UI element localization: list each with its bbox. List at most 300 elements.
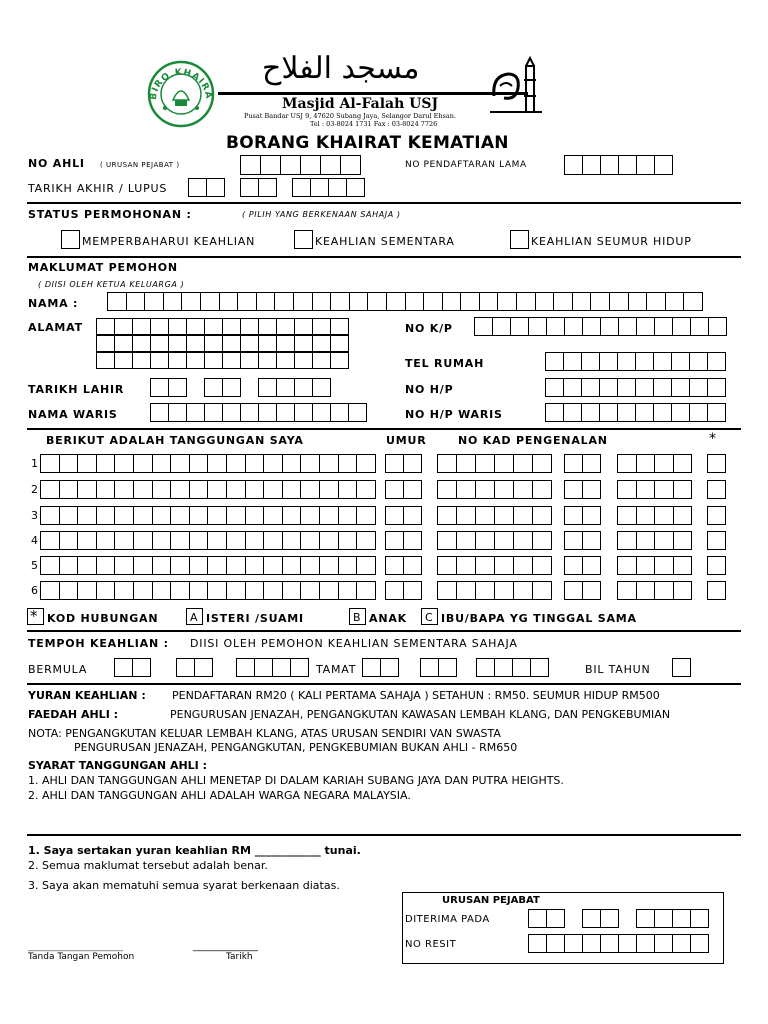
input-box[interactable] [168,352,187,369]
input-box[interactable] [636,454,656,473]
input-box[interactable] [77,454,97,473]
input-box[interactable] [186,318,205,335]
input-box[interactable] [237,292,257,311]
input-box[interactable] [168,335,187,352]
input-box[interactable] [319,480,339,499]
tarikh-lahir-year[interactable] [258,378,331,397]
input-box[interactable] [532,556,552,575]
input-box[interactable] [152,454,172,473]
dependent-code-box[interactable] [707,556,726,575]
input-box[interactable] [617,352,636,371]
input-box[interactable] [456,480,476,499]
input-box[interactable] [581,403,600,422]
input-box[interactable] [240,335,259,352]
input-box[interactable] [582,531,601,550]
input-box[interactable] [553,292,573,311]
input-box[interactable] [168,378,187,397]
input-box[interactable] [330,352,349,369]
input-box[interactable] [672,658,691,677]
input-box[interactable] [600,155,619,175]
input-box[interactable] [150,352,169,369]
input-box[interactable] [280,155,301,175]
input-box[interactable] [636,581,656,600]
input-box[interactable] [707,531,726,550]
status-option-checkbox[interactable] [294,230,313,249]
input-box[interactable] [582,317,601,336]
input-box[interactable] [207,556,227,575]
input-box[interactable] [200,292,220,311]
input-box[interactable] [707,454,726,473]
input-box[interactable] [590,292,610,311]
input-box[interactable] [380,658,399,677]
input-box[interactable] [672,317,691,336]
input-box[interactable] [513,480,533,499]
diterima-month[interactable] [582,909,619,928]
input-box[interactable] [456,531,476,550]
input-box[interactable] [475,506,495,525]
input-box[interactable] [59,506,79,525]
input-box[interactable] [437,581,457,600]
input-box[interactable] [476,658,495,677]
input-box[interactable] [356,454,376,473]
input-box[interactable] [40,531,60,550]
status-option-checkbox[interactable] [510,230,529,249]
input-box[interactable] [653,403,672,422]
input-box[interactable] [96,556,116,575]
input-box[interactable] [204,403,223,422]
input-box[interactable] [564,155,583,175]
nama-boxes[interactable] [107,292,703,311]
input-box[interactable] [77,556,97,575]
input-box[interactable] [636,506,656,525]
input-box[interactable] [516,292,536,311]
alamat-boxes[interactable] [96,335,349,352]
input-box[interactable] [204,335,223,352]
input-box[interactable] [654,480,674,499]
input-box[interactable] [290,658,309,677]
input-box[interactable] [673,480,693,499]
input-box[interactable] [40,454,60,473]
input-box[interactable] [300,506,320,525]
input-box[interactable] [132,335,151,352]
dependent-ic-mid[interactable] [564,531,601,550]
input-box[interactable] [385,480,404,499]
dependent-ic-day[interactable] [437,480,552,499]
input-box[interactable] [546,909,565,928]
input-box[interactable] [545,378,564,397]
input-box[interactable] [532,480,552,499]
input-box[interactable] [189,581,209,600]
input-box[interactable] [114,335,133,352]
input-box[interactable] [77,531,97,550]
input-box[interactable] [460,292,480,311]
input-box[interactable] [689,352,708,371]
no-ahli-boxes[interactable] [240,155,361,175]
input-box[interactable] [40,506,60,525]
input-box[interactable] [133,506,153,525]
tarikh-akhir-year[interactable] [292,178,365,197]
tarikh-lahir-day[interactable] [150,378,187,397]
no-kp-boxes[interactable] [474,317,727,336]
input-box[interactable] [349,292,369,311]
input-box[interactable] [423,292,443,311]
dependent-code-box[interactable] [707,531,726,550]
input-box[interactable] [222,318,241,335]
tel-rumah-boxes[interactable] [545,352,726,371]
input-box[interactable] [581,352,600,371]
dependent-umur-boxes[interactable] [385,454,422,473]
input-box[interactable] [671,378,690,397]
input-box[interactable] [403,581,422,600]
input-box[interactable] [532,506,552,525]
input-box[interactable] [59,454,79,473]
input-box[interactable] [442,292,462,311]
input-box[interactable] [254,658,273,677]
input-box[interactable] [300,531,320,550]
input-box[interactable] [403,556,422,575]
input-box[interactable] [40,556,60,575]
input-box[interactable] [385,556,404,575]
input-box[interactable] [258,318,277,335]
input-box[interactable] [528,909,547,928]
input-box[interactable] [276,335,295,352]
input-box[interactable] [330,318,349,335]
input-box[interactable] [600,909,619,928]
input-box[interactable] [132,318,151,335]
input-box[interactable] [152,581,172,600]
input-box[interactable] [338,454,358,473]
input-box[interactable] [114,506,134,525]
dependent-ic-mid[interactable] [564,506,601,525]
input-box[interactable] [367,292,387,311]
input-box[interactable] [475,531,495,550]
input-box[interactable] [356,556,376,575]
input-box[interactable] [150,403,169,422]
dependent-ic-day[interactable] [437,531,552,550]
input-box[interactable] [96,335,115,352]
input-box[interactable] [707,352,726,371]
input-box[interactable] [189,506,209,525]
input-box[interactable] [636,317,655,336]
input-box[interactable] [181,292,201,311]
input-box[interactable] [494,581,514,600]
input-box[interactable] [282,454,302,473]
dependent-code-box[interactable] [707,480,726,499]
input-box[interactable] [618,317,637,336]
input-box[interactable] [707,581,726,600]
input-box[interactable] [240,318,259,335]
input-box[interactable] [564,317,583,336]
input-box[interactable] [186,403,205,422]
input-box[interactable] [582,556,601,575]
input-box[interactable] [528,934,547,953]
input-box[interactable] [654,556,674,575]
input-box[interactable] [617,556,637,575]
input-box[interactable] [356,581,376,600]
input-box[interactable] [240,178,259,197]
alamat-boxes[interactable] [96,318,349,335]
input-box[interactable] [494,506,514,525]
input-box[interactable] [672,934,691,953]
input-box[interactable] [653,352,672,371]
input-box[interactable] [319,506,339,525]
input-box[interactable] [654,454,674,473]
input-box[interactable] [300,155,321,175]
input-box[interactable] [240,155,261,175]
input-box[interactable] [628,292,648,311]
input-box[interactable] [96,318,115,335]
input-box[interactable] [617,506,637,525]
dependent-umur-boxes[interactable] [385,506,422,525]
input-box[interactable] [294,335,313,352]
input-box[interactable] [236,658,255,677]
input-box[interactable] [312,318,331,335]
input-box[interactable] [59,531,79,550]
input-box[interactable] [133,480,153,499]
input-box[interactable] [133,531,153,550]
input-box[interactable] [564,480,583,499]
input-box[interactable] [582,155,601,175]
input-box[interactable] [276,403,295,422]
input-box[interactable] [707,506,726,525]
input-box[interactable] [618,934,637,953]
input-box[interactable] [513,531,533,550]
no-pendaftaran-lama-boxes[interactable] [564,155,673,175]
input-box[interactable] [170,480,190,499]
input-box[interactable] [456,454,476,473]
input-box[interactable] [226,454,246,473]
dependent-name-boxes[interactable] [40,556,376,575]
input-box[interactable] [226,556,246,575]
input-box[interactable] [564,506,583,525]
input-box[interactable] [150,335,169,352]
input-box[interactable] [300,556,320,575]
input-box[interactable] [437,480,457,499]
input-box[interactable] [456,581,476,600]
input-box[interactable] [274,292,294,311]
input-box[interactable] [263,480,283,499]
input-box[interactable] [654,909,673,928]
input-box[interactable] [475,454,495,473]
input-box[interactable] [564,934,583,953]
input-box[interactable] [385,531,404,550]
input-box[interactable] [189,531,209,550]
input-box[interactable] [222,352,241,369]
input-box[interactable] [114,454,134,473]
dependent-ic-end[interactable] [617,581,692,600]
input-box[interactable] [385,581,404,600]
input-box[interactable] [276,378,295,397]
input-box[interactable] [438,658,457,677]
input-box[interactable] [114,318,133,335]
input-box[interactable] [338,480,358,499]
input-box[interactable] [572,292,592,311]
input-box[interactable] [672,909,691,928]
input-box[interactable] [385,506,404,525]
bil-tahun-box[interactable] [672,658,691,677]
input-box[interactable] [563,352,582,371]
input-box[interactable] [564,556,583,575]
dependent-umur-boxes[interactable] [385,556,422,575]
input-box[interactable] [294,318,313,335]
input-box[interactable] [186,352,205,369]
input-box[interactable] [513,556,533,575]
input-box[interactable] [563,378,582,397]
tarikh-lahir-month[interactable] [204,378,241,397]
input-box[interactable] [330,335,349,352]
input-box[interactable] [362,658,381,677]
alamat-boxes[interactable] [96,352,349,369]
input-box[interactable] [204,318,223,335]
input-box[interactable] [107,292,127,311]
input-box[interactable] [132,658,151,677]
input-box[interactable] [492,317,511,336]
input-box[interactable] [245,556,265,575]
input-box[interactable] [294,352,313,369]
input-box[interactable] [690,317,709,336]
input-box[interactable] [258,352,277,369]
input-box[interactable] [256,292,276,311]
input-box[interactable] [152,480,172,499]
dependent-ic-end[interactable] [617,454,692,473]
input-box[interactable] [320,155,341,175]
input-box[interactable] [673,556,693,575]
input-box[interactable] [114,581,134,600]
input-box[interactable] [282,556,302,575]
input-box[interactable] [114,480,134,499]
input-box[interactable] [599,352,618,371]
tamat-month[interactable] [420,658,457,677]
input-box[interactable] [636,909,655,928]
dependent-ic-day[interactable] [437,454,552,473]
input-box[interactable] [420,658,439,677]
input-box[interactable] [513,454,533,473]
input-box[interactable] [582,454,601,473]
no-hp-waris-boxes[interactable] [545,403,726,422]
input-box[interactable] [690,909,709,928]
input-box[interactable] [348,403,367,422]
dependent-ic-end[interactable] [617,556,692,575]
input-box[interactable] [689,378,708,397]
input-box[interactable] [133,556,153,575]
dependent-ic-end[interactable] [617,480,692,499]
input-box[interactable] [646,292,666,311]
input-box[interactable] [494,531,514,550]
input-box[interactable] [535,292,555,311]
input-box[interactable] [204,352,223,369]
input-box[interactable] [707,556,726,575]
diterima-day[interactable] [528,909,565,928]
input-box[interactable] [245,531,265,550]
input-box[interactable] [654,317,673,336]
input-box[interactable] [258,178,277,197]
input-box[interactable] [330,292,350,311]
input-box[interactable] [292,178,311,197]
input-box[interactable] [475,581,495,600]
input-box[interactable] [133,581,153,600]
input-box[interactable] [226,506,246,525]
input-box[interactable] [114,556,134,575]
input-box[interactable] [40,581,60,600]
input-box[interactable] [510,317,529,336]
input-box[interactable] [617,403,636,422]
input-box[interactable] [258,335,277,352]
input-box[interactable] [226,581,246,600]
input-box[interactable] [546,934,565,953]
input-box[interactable] [40,480,60,499]
input-box[interactable] [96,531,116,550]
input-box[interactable] [617,480,637,499]
input-box[interactable] [582,934,601,953]
input-box[interactable] [59,556,79,575]
input-box[interactable] [512,658,531,677]
input-box[interactable] [338,531,358,550]
input-box[interactable] [600,934,619,953]
dependent-ic-day[interactable] [437,556,552,575]
input-box[interactable] [356,506,376,525]
input-box[interactable] [636,155,655,175]
input-box[interactable] [564,454,583,473]
tarikh-akhir-month[interactable] [240,178,277,197]
input-box[interactable] [96,506,116,525]
input-box[interactable] [186,335,205,352]
input-box[interactable] [545,403,564,422]
input-box[interactable] [170,556,190,575]
input-box[interactable] [338,506,358,525]
input-box[interactable] [222,403,241,422]
bermula-day[interactable] [114,658,151,677]
input-box[interactable] [240,352,259,369]
input-box[interactable] [207,454,227,473]
input-box[interactable] [582,506,601,525]
input-box[interactable] [494,480,514,499]
input-box[interactable] [636,556,656,575]
dependent-ic-mid[interactable] [564,581,601,600]
input-box[interactable] [479,292,499,311]
input-box[interactable] [77,506,97,525]
input-box[interactable] [437,556,457,575]
input-box[interactable] [132,352,151,369]
dependent-umur-boxes[interactable] [385,581,422,600]
input-box[interactable] [96,352,115,369]
input-box[interactable] [77,480,97,499]
input-box[interactable] [635,378,654,397]
input-box[interactable] [282,480,302,499]
input-box[interactable] [330,403,349,422]
dependent-ic-day[interactable] [437,506,552,525]
input-box[interactable] [114,352,133,369]
input-box[interactable] [312,403,331,422]
input-box[interactable] [245,581,265,600]
input-box[interactable] [532,581,552,600]
input-box[interactable] [258,403,277,422]
input-box[interactable] [494,454,514,473]
input-box[interactable] [609,292,629,311]
input-box[interactable] [599,403,618,422]
dependent-ic-day[interactable] [437,581,552,600]
input-box[interactable] [319,556,339,575]
input-box[interactable] [582,480,601,499]
input-box[interactable] [194,658,213,677]
input-box[interactable] [282,506,302,525]
input-box[interactable] [338,556,358,575]
dependent-code-box[interactable] [707,454,726,473]
input-box[interactable] [294,403,313,422]
input-box[interactable] [294,378,313,397]
input-box[interactable] [403,454,422,473]
input-box[interactable] [403,506,422,525]
input-box[interactable] [635,352,654,371]
